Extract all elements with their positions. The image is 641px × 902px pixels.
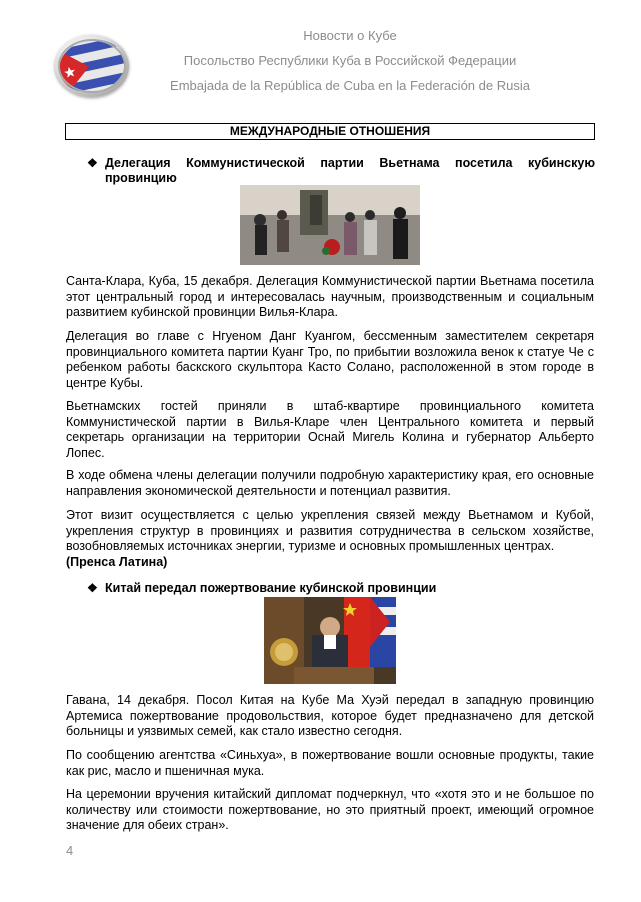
article2-headline — [87, 581, 595, 597]
header-line-embassy-ru: Посольство Республики Куба в Российской Федерации — [183, 53, 517, 68]
diamond-bullet-icon: ❖ — [87, 581, 98, 595]
article1-paragraph: Делегация во главе с Нгуеном Данг Куангом, бессменным заместителем секретаря провинциального комитета партии Куанг Тро, по прибытии возложила венок к статуе Че с ребенком работы баскского скульптора Касто Солано, расположенной в этом городе в центре Кубы. — [66, 329, 594, 390]
article1-paragraph: Вьетнамских гостей приняли в штаб-квартире провинциального комитета Коммунистической партии в Вилья-Кларе член Центрального комитета и первый секретарь организации на территории Оснай Мигель Колина и губернатор Альберто Лопес. — [66, 399, 594, 460]
cuban-flag-logo-icon — [55, 35, 129, 97]
article1-paragraph: В ходе обмена члены делегации получили подробную характеристику края, его основные направления экономической деятельности и потенциал развития. — [66, 468, 594, 498]
article2-paragraph: Гавана, 14 декабря. Посол Китая на Кубе Ма Хуэй передал в западную провинцию Артемиса пожертвование продовольствия, которое будет предназначено для детской больницы и уязвимых семей, как стало известно сегодня. — [66, 693, 594, 738]
article1-headline-text: Делегация Коммунистической партии Вьетнама посетила кубинскую провинцию — [105, 156, 595, 185]
page-header — [0, 0, 641, 110]
article1-paragraph: Санта-Клара, Куба, 15 декабря. Делегация Коммунистической партии Вьетнама посетила этот центральный город и интересовалась научным, производственным и социальным развитием кубинской провинции Вилья-Клара. — [66, 274, 594, 319]
article2-headline-text: Китай передал пожертвование кубинской провинции — [105, 581, 437, 595]
article1-photo — [240, 185, 420, 265]
article2-paragraph: По сообщению агентства «Синьхуа», в пожертвование вошли основные продукты, такие как рис, масло и пшеничная мука. — [66, 748, 594, 778]
page-number: 4 — [66, 843, 74, 858]
article1-paragraph: Этот визит осуществляется с целью укрепления связей между Вьетнамом и Кубой, укрепления структур в провинциях и развития сотрудничества в сельском хозяйстве, возобновляемых источниках энергии, туризме и основных промышленных центрах. — [66, 508, 594, 553]
article1-source: (Пренса Латина) — [66, 555, 168, 569]
article2-paragraph: На церемонии вручения китайский дипломат подчеркнул, что «хотя это и не большое по количеству или стоимости пожертвование, но это приятный проект, имеющий огромное значение для обеих стран». — [66, 787, 594, 832]
article1-headline — [87, 156, 595, 188]
diamond-bullet-icon: ❖ — [87, 156, 98, 170]
article2-photo — [264, 597, 396, 684]
section-title: МЕЖДУНАРОДНЫЕ ОТНОШЕНИЯ — [65, 123, 595, 140]
header-line-news: Новости о Кубе — [303, 28, 397, 43]
header-line-embassy-es: Embajada de la República de Cuba en la Federación de Rusia — [170, 78, 530, 93]
